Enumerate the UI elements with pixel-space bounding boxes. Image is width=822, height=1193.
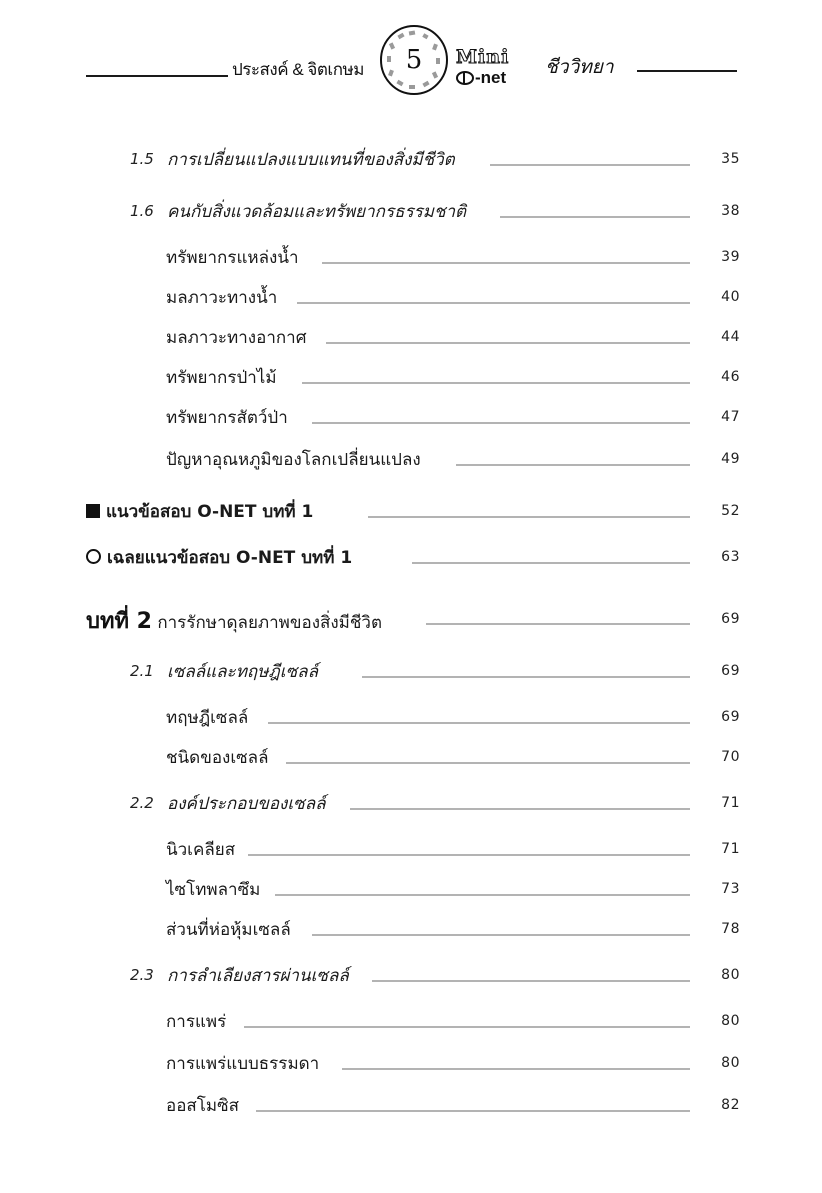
toc-page-number: 52 — [721, 503, 740, 519]
toc-entry[interactable] — [0, 1008, 822, 1038]
toc-entry[interactable] — [0, 658, 822, 688]
toc-title: การแพร่แบบธรรมดา — [166, 1050, 327, 1077]
toc-section-number: 2.1 — [130, 662, 154, 680]
toc-page-number: 46 — [721, 369, 740, 385]
toc-leader-line — [286, 762, 690, 764]
logo-onet-text: -net — [456, 68, 506, 88]
toc-entry[interactable] — [0, 836, 822, 866]
toc-page-number: 71 — [721, 841, 740, 857]
toc-entry[interactable] — [0, 962, 822, 992]
toc-page-number: 38 — [721, 203, 740, 219]
toc-leader-line — [326, 342, 690, 344]
toc-leader-line — [412, 562, 690, 564]
logo-mini-text: Mini — [456, 46, 510, 68]
circle-bullet-icon — [86, 549, 101, 564]
toc-section-number: 1.5 — [130, 150, 154, 168]
toc-entry[interactable] — [0, 704, 822, 734]
toc-leader-line — [490, 164, 690, 166]
toc-leader-line — [312, 422, 690, 424]
toc-title: เซลล์และทฤษฎีเซลล์ — [167, 658, 326, 685]
toc-page-number: 71 — [721, 795, 740, 811]
toc-leader-line — [500, 216, 690, 218]
toc-title: องค์ประกอบของเซลล์ — [167, 790, 334, 817]
toc-title: บทที่ 2 การรักษาดุลยภาพของสิ่งมีชีวิต — [86, 603, 390, 638]
chapter-label: บทที่ 2 — [86, 609, 152, 634]
toc-leader-line — [342, 1068, 690, 1070]
toc-page-number: 44 — [721, 329, 740, 345]
toc-page-number: 39 — [721, 249, 740, 265]
toc-title: นิวเคลียส — [166, 836, 243, 863]
toc-title: เฉลยแนวข้อสอบ O-NET บทที่ 1 — [86, 544, 360, 571]
toc-leader-line — [297, 302, 690, 304]
toc-page-number: 80 — [721, 1013, 740, 1029]
toc-leader-line — [244, 1026, 690, 1028]
toc-entry-onet-questions[interactable] — [0, 498, 822, 528]
toc-section-number: 2.3 — [130, 966, 154, 984]
toc-entry[interactable] — [0, 1050, 822, 1080]
toc-entry-onet-answers[interactable] — [0, 544, 822, 574]
toc-entry[interactable] — [0, 198, 822, 228]
toc-entry[interactable] — [0, 790, 822, 820]
toc-title: การเปลี่ยนแปลงแบบแทนที่ของสิ่งมีชีวิต — [167, 146, 463, 173]
toc-page-number: 40 — [721, 289, 740, 305]
toc-title: ไซโทพลาซึม — [166, 876, 268, 903]
toc-entry[interactable] — [0, 446, 822, 476]
toc-page-number: 49 — [721, 451, 740, 467]
toc-title: การแพร่ — [166, 1008, 234, 1035]
toc-page-number: 69 — [721, 611, 740, 627]
toc-section-number: 2.2 — [130, 794, 154, 812]
toc-page-number: 69 — [721, 709, 740, 725]
toc-section-number: 1.6 — [130, 202, 154, 220]
toc-leader-line — [456, 464, 690, 466]
toc-leader-line — [302, 382, 690, 384]
header-authors: ประสงค์ & จิตเกษม — [232, 60, 364, 79]
toc-title: ปัญหาอุณหภูมิของโลกเปลี่ยนแปลง — [166, 446, 429, 473]
toc-leader-line — [275, 894, 690, 896]
toc-title: ทรัพยากรสัตว์ป่า — [166, 404, 296, 431]
toc-page-number: 80 — [721, 1055, 740, 1071]
toc-page-number: 47 — [721, 409, 740, 425]
toc-title: แนวข้อสอบ O-NET บทที่ 1 — [86, 498, 321, 525]
toc-entry[interactable] — [0, 146, 822, 176]
toc-entry[interactable] — [0, 284, 822, 314]
toc-leader-line — [350, 808, 690, 810]
toc-entry[interactable] — [0, 1092, 822, 1122]
toc-leader-line — [368, 516, 690, 518]
toc-entry[interactable] — [0, 876, 822, 906]
toc-title: ส่วนที่ห่อหุ้มเซลล์ — [166, 916, 299, 943]
toc-title: ชนิดของเซลล์ — [166, 744, 277, 771]
toc-title: มลภาวะทางอากาศ — [166, 324, 315, 351]
toc-leader-line — [248, 854, 690, 856]
toc-entry[interactable] — [0, 916, 822, 946]
toc-title: การลำเลียงสารผ่านเซลล์ — [167, 962, 357, 989]
toc-leader-line — [268, 722, 690, 724]
toc-page-number: 70 — [721, 749, 740, 765]
toc-leader-line — [312, 934, 690, 936]
toc-leader-line — [322, 262, 690, 264]
toc-page-number: 73 — [721, 881, 740, 897]
toc-leader-line — [362, 676, 690, 678]
toc-page-number: 35 — [721, 151, 740, 167]
square-bullet-icon — [86, 504, 100, 518]
toc-leader-line — [372, 980, 690, 982]
toc-title: คนกับสิ่งแวดล้อมและทรัพยากรธรรมชาติ — [167, 198, 474, 225]
toc-page-number: 63 — [721, 549, 740, 565]
toc-entry[interactable] — [0, 364, 822, 394]
toc-title: ทรัพยากรป่าไม้ — [166, 364, 285, 391]
toc-entry[interactable] — [0, 744, 822, 774]
toc-title: มลภาวะทางน้ำ — [166, 284, 285, 311]
toc-entry[interactable] — [0, 404, 822, 434]
header-subject: ชีววิทยา — [545, 56, 614, 78]
toc-title: ทฤษฎีเซลล์ — [166, 704, 256, 731]
toc-chapter-heading[interactable] — [0, 603, 822, 633]
toc-page-number: 78 — [721, 921, 740, 937]
header-page-number: 5 — [405, 45, 423, 75]
toc-page-number: 82 — [721, 1097, 740, 1113]
toc-title: ออสโมซิส — [166, 1092, 247, 1119]
toc-page-number: 80 — [721, 967, 740, 983]
toc-entry[interactable] — [0, 324, 822, 354]
toc-leader-line — [426, 623, 690, 625]
toc-page-number: 69 — [721, 663, 740, 679]
toc-leader-line — [256, 1110, 690, 1112]
toc-title: ทรัพยากรแหล่งน้ำ — [166, 244, 307, 271]
toc-entry[interactable] — [0, 244, 822, 274]
